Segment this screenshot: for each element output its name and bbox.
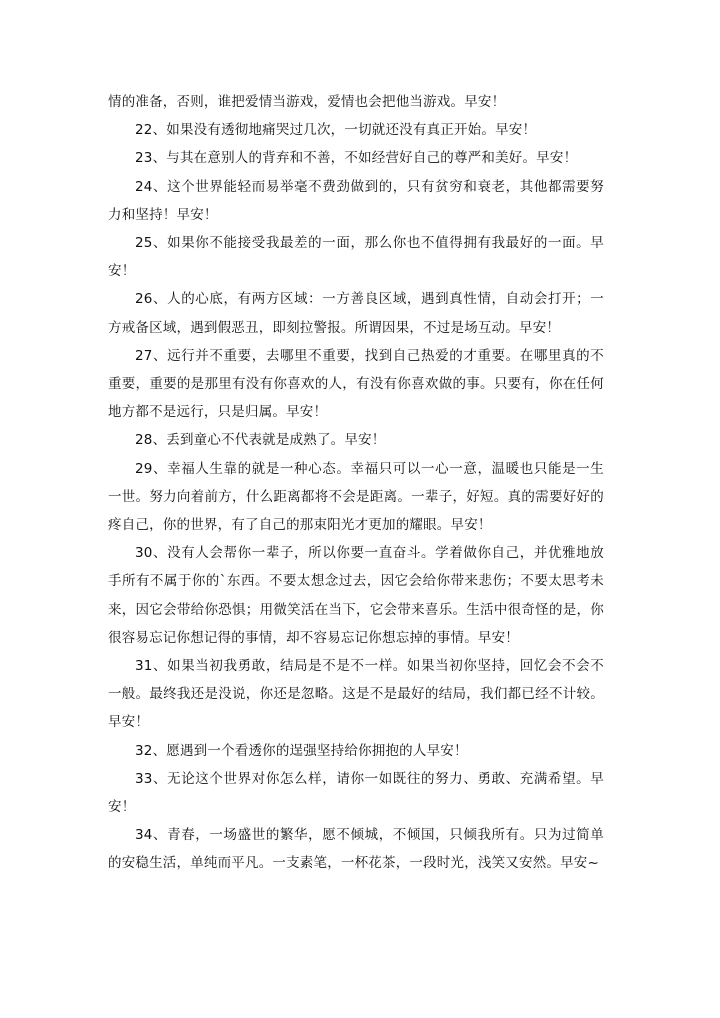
paragraph-28: 28、丢到童心不代表就是成熟了。早安！ [135,432,386,449]
paragraph-29: 29、幸福人生靠的就是一种心态。幸福只可以一心一意，温暖也只能是一生一世。努力向着前方，什么距离都将不会是距离。一辈子，好短。真的需要好好的疼自己，你的世界，有了自己的那束阳光才更加的耀眼。早安！ [108,460,604,534]
paragraph-continuation: 情的准备，否则，谁把爱情当游戏，爱情也会把他当游戏。早安！ [108,94,506,110]
paragraph-33: 33、无论这个世界对你怎么样，请你一如既往的努力、勇敢、充满希望。早安！ [108,770,604,816]
paragraph-32: 32、愿遇到一个看透你的逞强坚持给你拥抱的人早安！ [135,742,468,759]
paragraph-30: 30、没有人会帮你一辈子，所以你要一直奋斗。学着做你自己，并优雅地放手所有不属于你的`东西。不要太想念过去，因它会给你带来悲伤；不要太思考未来，因它会带给你恐惧；用微笑活在当下，它会带来喜乐。生活中很奇怪的是，你很容易忘记你想记得的事情，却不容易忘记你想忘掉的事情。早安！ [108,545,604,646]
paragraph-24: 24、这个世界能轻而易举毫不费劲做到的，只有贫穷和衰老，其他都需要努力和坚持！早安！ [108,178,604,223]
paragraph-34: 34、青春，一场盛世的繁华，愿不倾城，不倾国，只倾我所有。只为过简单的安稳生活，单纯而平凡。一支素笔，一杯花茶，一段时光，浅笑又安然。早安~ [108,827,604,872]
document-body [108,88,604,878]
paragraph-26: 26、人的心底，有两方区域：一方善良区域，遇到真性情，自动会打开；一方戒备区域，遇到假恶丑，即刻拉警报。所谓因果，不过是场互动。早安！ [108,291,604,336]
paragraph-25: 25、如果你不能接受我最差的一面，那么你也不值得拥有我最好的一面。早安！ [108,235,604,280]
paragraph-31: 31、如果当初我勇敢，结局是不是不一样。如果当初你坚持，回忆会不会不一般。最终我还是没说，你还是忽略。这是不是最好的结局，我们都已经不计较。早安！ [108,658,604,731]
paragraph-23: 23、与其在意别人的背弃和不善，不如经营好自己的尊严和美好。早安！ [135,150,578,167]
paragraph-27: 27、远行并不重要，去哪里不重要，找到自己热爱的才重要。在哪里真的不重要，重要的是那里有没有你喜欢的人，有没有你喜欢做的事。只要有，你在任何地方都不是远行，只是归属。早安！ [108,347,604,421]
paragraph-22: 22、如果没有透彻地痛哭过几次，一切就还没有真正开始。早安！ [135,122,537,139]
